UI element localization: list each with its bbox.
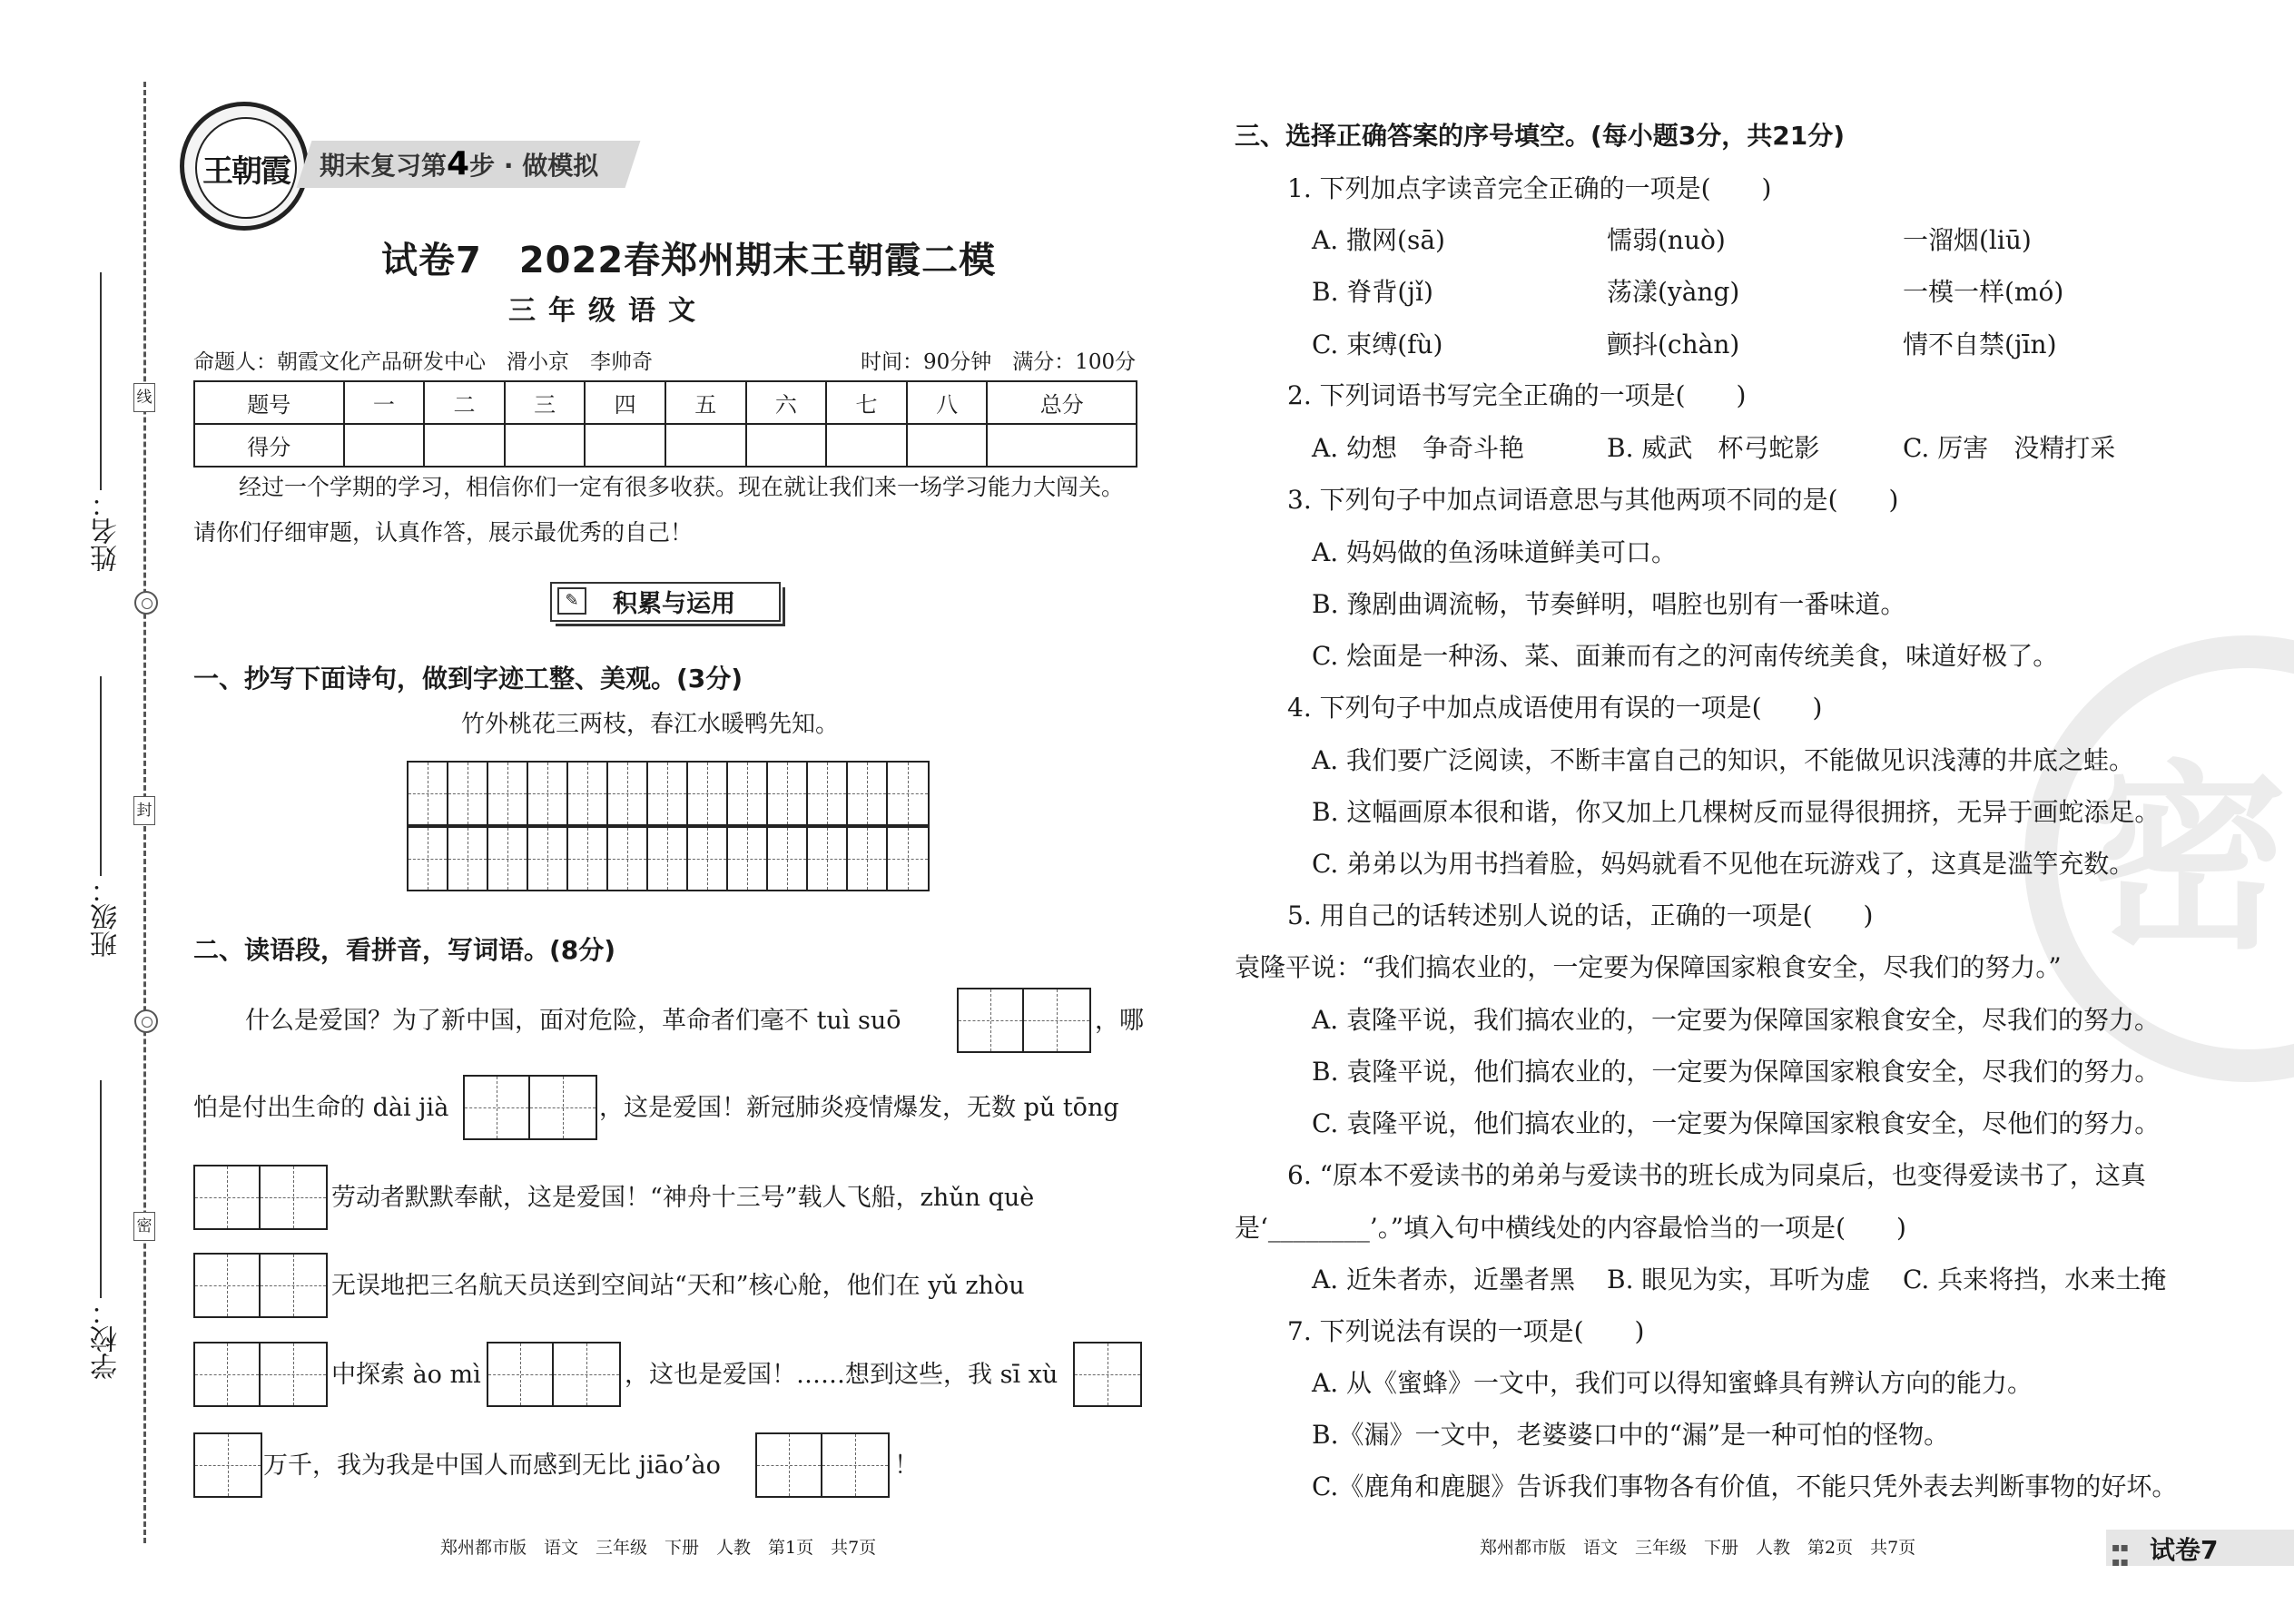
- pen-icon: ✎: [557, 587, 586, 615]
- q3-1-stem: 1. 下列加点字读音完全正确的一项是( ): [1287, 173, 1772, 203]
- q3-1-opt: B. 脊背(jǐ): [1312, 277, 1433, 307]
- q1-title: 一、抄写下面诗句，做到字迹工整、美观。(3分): [193, 664, 743, 694]
- q3-1-opt: A. 撒网(sā): [1312, 225, 1445, 255]
- q2-line-3: 劳动者默默奉献，这是爱国！“神舟十三号”载人飞船，zhǔn què: [331, 1184, 1035, 1212]
- intro-text: [193, 465, 1142, 556]
- q1-poem: 竹外桃花三两枝，春江水暖鸭先知。: [461, 711, 840, 738]
- logo-text: 王朝霞: [195, 117, 297, 219]
- q3-3-line: C. 烩面是一种汤、菜、面兼而有之的河南传统美食，味道好极了。: [1312, 641, 2059, 671]
- pinyin-box-yuzhou[interactable]: [193, 1342, 328, 1407]
- q3-5-line: A. 袁隆平说，我们搞农业的，一定要为保障国家粮食安全，尽我们的努力。: [1312, 1005, 2161, 1035]
- q3-2-opt: A. 幼想 争奇斗艳: [1312, 433, 1525, 463]
- pinyin-box-aomi[interactable]: [487, 1342, 621, 1407]
- binding-ring-icon: [134, 591, 158, 615]
- footer-left: 郑州都市版 语文 三年级 下册 人教 第1页 共7页: [440, 1538, 877, 1558]
- pinyin-box-tuisuo[interactable]: [957, 988, 1091, 1053]
- seal-mi: 密: [133, 1212, 155, 1241]
- brand-logo: [180, 102, 309, 231]
- q2-line-4: 无误地把三名航天员送到空间站“天和”核心舱，他们在 yǔ zhòu: [331, 1272, 1025, 1300]
- intro-line: 经过一个学期的学习，相信你们一定有很多收获。现在就让我们来一场学习能力大闯关。: [239, 474, 1125, 500]
- q3-3-stem: 3. 下列句子中加点词语意思与其他两项不同的是( ): [1287, 485, 1899, 515]
- pinyin-box-zhunque[interactable]: [193, 1253, 328, 1318]
- pinyin-box-sixu[interactable]: [1073, 1342, 1142, 1407]
- q3-1-opt: 情不自禁(jīn): [1903, 330, 2057, 359]
- q2-line-6: 万千，我为我是中国人而感到无比 jiāo’ào: [263, 1452, 721, 1480]
- q3-5-line: C. 袁隆平说，他们搞农业的，一定要为保障国家粮食安全，尽他们的努力。: [1312, 1108, 2161, 1138]
- pinyin-box-sixu-2[interactable]: [193, 1432, 262, 1498]
- score-input-cell[interactable]: [826, 424, 907, 467]
- section-badge-text: 积累与运用: [613, 590, 735, 618]
- score-cell: 总分: [987, 381, 1137, 424]
- score-input-cell[interactable]: [424, 424, 505, 467]
- score-cell: 一: [344, 381, 425, 424]
- q3-1-opt: 颤抖(chàn): [1607, 330, 1740, 359]
- q3-6-opt: B. 眼见为实，耳听为虚: [1607, 1265, 1871, 1294]
- score-input-cell[interactable]: [987, 424, 1137, 467]
- q2-line-1-tail: ，哪: [1095, 1007, 1144, 1035]
- score-input-cell[interactable]: [505, 424, 586, 467]
- q3-4-line: C. 弟弟以为用书挡着脸，妈妈就看不见他在玩游戏了，这真是滥竽充数。: [1312, 849, 2135, 879]
- copy-grid-row-2[interactable]: [407, 826, 930, 891]
- q3-6-opt: C. 兵来将挡，水来土掩: [1903, 1265, 2167, 1294]
- intro-line: 请你们仔细审题，认真作答，展示最优秀的自己！: [193, 519, 694, 546]
- score-cell: 八: [907, 381, 988, 424]
- q3-6-stem: 6. “原本不爱读书的弟弟与爱读书的班长成为同桌后，也变得爱读书了，这真: [1287, 1160, 2146, 1190]
- binding-ring-icon: [134, 1009, 158, 1033]
- score-cell: 三: [505, 381, 586, 424]
- grid-dots-icon: ▪▪ ▪▪: [2112, 1540, 2129, 1570]
- q3-7-line: A. 从《蜜蜂》一文中，我们可以得知蜜蜂具有辨认方向的能力。: [1312, 1368, 2033, 1398]
- q3-6-stem-2: 是‘________’。”填入句中横线处的内容最恰当的一项是( ): [1235, 1213, 1906, 1243]
- score-cell: 得分: [194, 424, 344, 467]
- copy-grid-row-1[interactable]: [407, 761, 930, 826]
- score-input-cell[interactable]: [585, 424, 665, 467]
- footer-right: 郑州都市版 语文 三年级 下册 人教 第2页 共7页: [1480, 1538, 1916, 1558]
- watermark-text: 密: [2088, 743, 2289, 976]
- score-table-header-row: [194, 381, 1137, 424]
- score-table-score-row: [194, 424, 1137, 467]
- school-underline: [100, 1080, 102, 1298]
- q2-line-5: 中探索 ào mì: [331, 1361, 481, 1389]
- q3-3-line: B. 豫剧曲调流畅，节奏鲜明，唱腔也别有一番味道。: [1312, 589, 1906, 619]
- q3-1-opt: 荡漾(yàng): [1607, 277, 1740, 307]
- score-cell: 五: [665, 381, 746, 424]
- class-label: 班级：: [91, 876, 123, 958]
- q3-2-opt: C. 厉害 没精打采: [1903, 433, 2116, 463]
- exam-title: 试卷7 2022春郑州期末王朝霞二模: [381, 240, 997, 281]
- q3-5-line: B. 袁隆平说，他们搞农业的，一定要为保障国家粮食安全，尽我们的努力。: [1312, 1057, 2161, 1087]
- pinyin-box-daijia[interactable]: [463, 1075, 597, 1140]
- pinyin-box-jiaoao[interactable]: [755, 1432, 890, 1498]
- exam-subtitle: 三年级语文: [508, 295, 708, 327]
- seal-xian: 线: [133, 383, 155, 412]
- q3-4-line: A. 我们要广泛阅读，不断丰富自己的知识，不能做见识浅薄的井底之蛙。: [1312, 745, 2135, 775]
- q3-4-line: B. 这幅画原本很和谐，你又加上几棵树反而显得很拥挤，无异于画蛇添足。: [1312, 797, 2161, 827]
- score-input-cell[interactable]: [907, 424, 988, 467]
- score-cell: 题号: [194, 381, 344, 424]
- class-underline: [100, 676, 102, 876]
- score-cell: 七: [826, 381, 907, 424]
- q3-7-stem: 7. 下列说法有误的一项是( ): [1287, 1316, 1645, 1346]
- score-cell: 六: [746, 381, 827, 424]
- exam-time: 时间：90分钟 满分：100分: [861, 350, 1137, 374]
- name-label: 姓名：: [91, 490, 123, 572]
- q3-1-opt: 一溜烟(liū): [1903, 225, 2032, 255]
- name-underline: [100, 272, 102, 490]
- q3-5-quote: 袁隆平说：“我们搞农业的，一定要为保障国家粮食安全，尽我们的努力。”: [1235, 952, 2062, 982]
- seal-feng: 封: [133, 796, 155, 825]
- q3-7-line: C.《鹿角和鹿腿》告诉我们事物各有价值，不能只凭外表去判断事物的好坏。: [1312, 1471, 2178, 1501]
- corner-tab-text: 试卷7: [2150, 1535, 2219, 1565]
- q3-4-stem: 4. 下列句子中加点成语使用有误的一项是( ): [1287, 693, 1823, 723]
- banner-text: 期末复习第4步 · 做模拟: [320, 145, 599, 182]
- score-table: [193, 380, 1137, 468]
- score-input-cell[interactable]: [344, 424, 425, 467]
- q3-7-line: B.《漏》一文中，老婆婆口中的“漏”是一种可怕的怪物。: [1312, 1420, 1950, 1450]
- q3-title: 三、选择正确答案的序号填空。(每小题3分，共21分): [1235, 121, 1846, 151]
- authors: 命题人：朝霞文化产品研发中心 滑小京 李帅奇: [193, 350, 653, 374]
- q3-1-opt: 一模一样(mó): [1903, 277, 2064, 307]
- q3-1-opt: 懦弱(nuò): [1607, 225, 1726, 255]
- q3-2-stem: 2. 下列词语书写完全正确的一项是( ): [1287, 380, 1747, 410]
- q2-line-2-tail: ，这是爱国！新冠肺炎疫情爆发，无数 pǔ tōng: [599, 1094, 1119, 1122]
- q3-1-opt: C. 束缚(fù): [1312, 330, 1443, 359]
- q2-line-1: 什么是爱国？为了新中国，面对危险，革命者们毫不 tuì suō: [245, 1007, 901, 1035]
- school-label: 学校：: [91, 1298, 123, 1380]
- q2-line-6-tail: ！: [894, 1452, 919, 1480]
- score-cell: 二: [424, 381, 505, 424]
- q3-3-line: A. 妈妈做的鱼汤味道鲜美可口。: [1312, 537, 1678, 567]
- q3-2-opt: B. 威武 杯弓蛇影: [1607, 433, 1820, 463]
- score-input-cell[interactable]: [665, 424, 746, 467]
- q3-5-stem: 5. 用自己的话转述别人说的话，正确的一项是( ): [1287, 901, 1874, 930]
- q2-line-5-tail: ，这也是爱国！……想到这些，我 sī xù: [625, 1361, 1058, 1389]
- q3-6-opt: A. 近朱者赤，近墨者黑: [1312, 1265, 1576, 1294]
- q2-line-2: 怕是付出生命的 dài jià: [193, 1094, 449, 1122]
- pinyin-box-putong[interactable]: [193, 1165, 328, 1230]
- score-input-cell[interactable]: [746, 424, 827, 467]
- q2-title: 二、读语段，看拼音，写词语。(8分): [193, 935, 616, 965]
- score-cell: 四: [585, 381, 665, 424]
